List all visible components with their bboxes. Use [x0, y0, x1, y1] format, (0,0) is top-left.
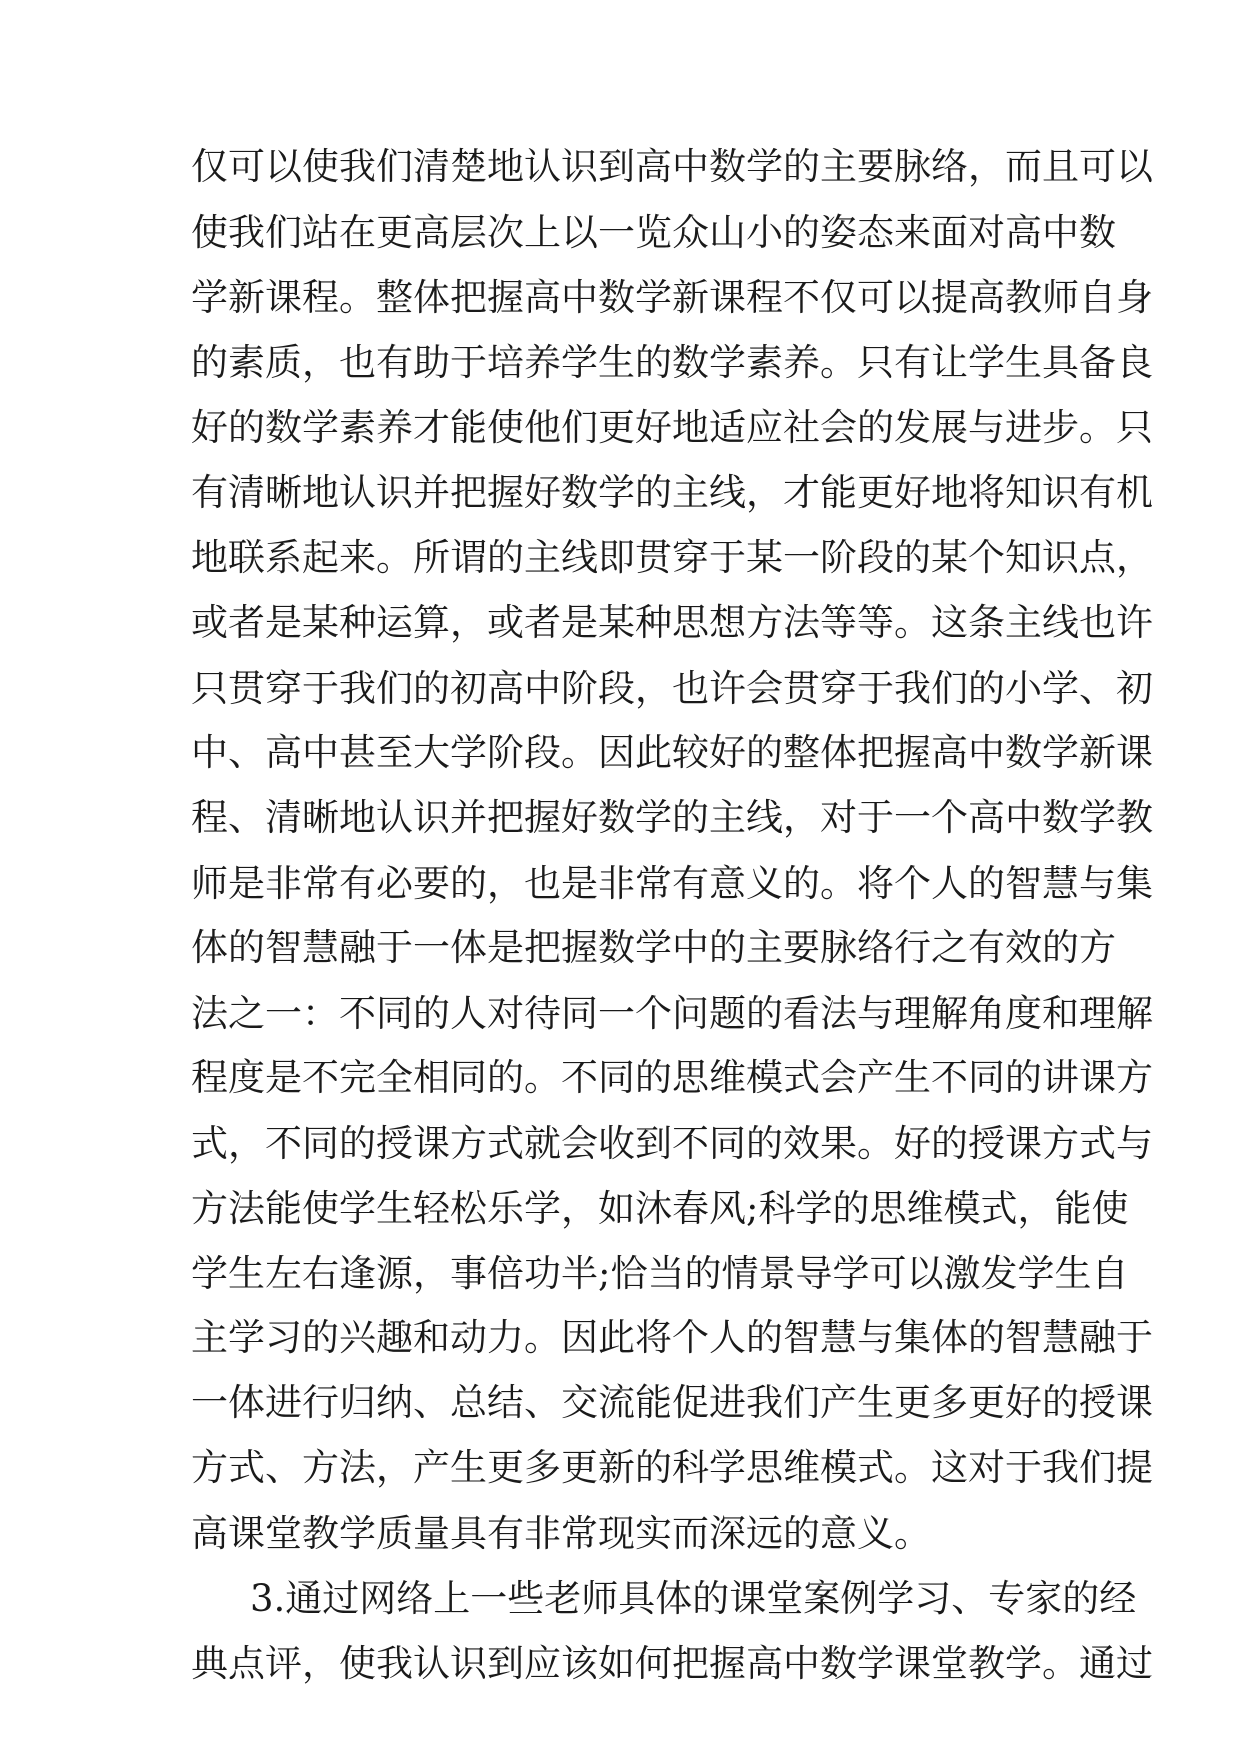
- text-line: 师是非常有必要的，也是非常有意义的。将个人的智慧与集: [191, 862, 1153, 905]
- text-line: 学生左右逢源，事倍功半;恰当的情景导学可以激发学生自: [191, 1252, 1129, 1295]
- text-line: 只贯穿于我们的初高中阶段，也许会贯穿于我们的小学、初: [191, 667, 1153, 710]
- text-line: 式，不同的授课方式就会收到不同的效果。好的授课方式与: [191, 1122, 1153, 1165]
- text-line: 程、清晰地认识并把握好数学的主线，对于一个高中数学教: [191, 796, 1153, 839]
- text-line: 体的智慧融于一体是把握数学中的主要脉络行之有效的方: [191, 926, 1116, 969]
- text-line: 学新课程。整体把握高中数学新课程不仅可以提高教师自身: [191, 276, 1153, 319]
- text-line: 或者是某种运算，或者是某种思想方法等等。这条主线也许: [191, 601, 1153, 644]
- text-line: 仅可以使我们清楚地认识到高中数学的主要脉络，而且可以: [191, 145, 1153, 188]
- text-line: 好的数学素养才能使他们更好地适应社会的发展与进步。只: [191, 406, 1153, 449]
- text-line: 方法能使学生轻松乐学，如沐春风;科学的思维模式，能使: [191, 1187, 1129, 1230]
- text-line: 典点评，使我认识到应该如何把握高中数学课堂教学。通过: [191, 1642, 1153, 1685]
- text-line: 主学习的兴趣和动力。因此将个人的智慧与集体的智慧融于: [191, 1316, 1153, 1359]
- text-line: 的素质，也有助于培养学生的数学素养。只有让学生具备良: [191, 341, 1153, 384]
- text-line: 程度是不完全相同的。不同的思维模式会产生不同的讲课方: [191, 1056, 1153, 1099]
- section-line: 3.通过网络上一些老师具体的课堂案例学习、专家的经: [250, 1577, 1137, 1620]
- text-line: 使我们站在更高层次上以一览众山小的姿态来面对高中数: [191, 211, 1116, 254]
- text-line: 地联系起来。所谓的主线即贯穿于某一阶段的某个知识点，: [191, 536, 1153, 579]
- text-line: 方式、方法，产生更多更新的科学思维模式。这对于我们提: [191, 1446, 1153, 1489]
- text-line: 有清晰地认识并把握好数学的主线，才能更好地将知识有机: [191, 471, 1153, 514]
- text-line: 中、高中甚至大学阶段。因此较好的整体把握高中数学新课: [191, 731, 1153, 774]
- text-line: 法之一：不同的人对待同一个问题的看法与理解角度和理解: [191, 992, 1153, 1035]
- text-line: 高课堂教学质量具有非常现实而深远的意义。: [191, 1512, 931, 1555]
- text-line: 一体进行归纳、总结、交流能促进我们产生更多更好的授课: [191, 1381, 1153, 1424]
